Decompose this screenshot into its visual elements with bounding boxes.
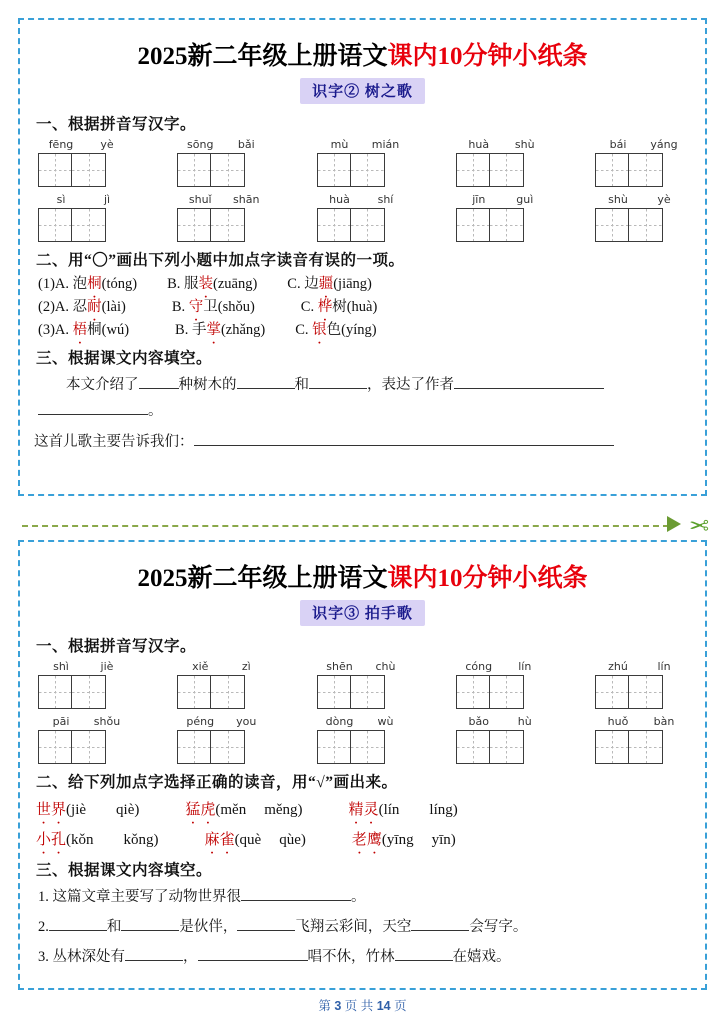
final-question-1 [34, 430, 691, 451]
pinyin-label [456, 193, 548, 207]
tianzige-pair[interactable] [38, 730, 130, 764]
option-tag: A. [54, 299, 70, 315]
pinyin-syllable: lín [657, 660, 671, 673]
tianzige-box[interactable] [456, 153, 490, 187]
option-c[interactable] [301, 297, 378, 317]
dotted-char: 界 [51, 802, 67, 818]
blank-field[interactable] [198, 960, 308, 961]
tianzige-pair[interactable] [177, 730, 269, 764]
pronunciation-item[interactable] [36, 828, 159, 852]
pinyin-syllable: shēn [326, 660, 353, 673]
question-number: (2) [38, 299, 55, 315]
choice-question-3 [38, 320, 691, 340]
pinyin-option-2[interactable]: yīn) [431, 832, 456, 848]
word-prefix: 猛 [185, 802, 201, 818]
question-number: (1) [38, 276, 55, 292]
tianzige-pair[interactable] [595, 675, 687, 709]
blank-field[interactable] [395, 960, 453, 961]
lesson-chip-1: 识字② 树之歌 [300, 78, 425, 104]
fill-text: 2. [38, 919, 49, 935]
fill-text: ，表达了作者 [367, 377, 454, 393]
fill-text: 种树木的 [178, 377, 237, 393]
pinyin-syllable: bǎo [468, 715, 489, 728]
tianzige-box[interactable] [211, 675, 245, 709]
word-cell [317, 138, 409, 187]
lesson-banner-1 [34, 78, 691, 104]
pinyin-syllable: shǒu [93, 715, 121, 728]
footer-prefix: 第 [318, 999, 335, 1013]
option-tag: C. [287, 276, 301, 292]
dotted-char: 梧 [72, 322, 88, 338]
pinyin-label [177, 660, 269, 674]
fill-text: 在嬉戏。 [452, 949, 511, 965]
option-tag: A. [54, 276, 70, 292]
pinyin-option-1[interactable]: (lín [378, 802, 400, 818]
tianzige-box[interactable] [629, 675, 663, 709]
pinyin-syllable: bàn [653, 715, 675, 728]
word-cell [38, 660, 130, 709]
pinyin-label [317, 193, 409, 207]
section-1-heading-1: 一、根据拼音写汉字。 [36, 116, 197, 133]
tianzige-box[interactable] [211, 208, 245, 242]
pinyin-syllable: huǒ [607, 715, 629, 728]
pinyin-syllable: zì [241, 660, 251, 673]
pinyin-option-1[interactable]: (què [234, 832, 262, 848]
word-cell [177, 193, 269, 242]
word-cell [38, 715, 130, 764]
pinyin-syllable: shù [514, 138, 535, 151]
word-cell [456, 193, 548, 242]
dotted-char: 装 [198, 276, 214, 292]
section-3-heading-2: 三、根据课文内容填空。 [36, 862, 213, 879]
pinyin-label [595, 138, 687, 152]
worksheet-sheet-1 [18, 18, 707, 496]
fill-text: 和 [294, 377, 309, 393]
pinyin-label [317, 715, 409, 729]
fill-blank-paragraph-1 [38, 372, 691, 424]
option-pinyin: (tóng) [101, 276, 138, 292]
scissors-icon: ✂ [688, 514, 709, 540]
blank-field[interactable] [38, 414, 148, 415]
option-tag: B. [171, 299, 186, 315]
title-black-1: 2025新二年级上册语文 [137, 43, 388, 70]
fill-text: 。 [148, 403, 163, 419]
option-tag: C. [300, 299, 315, 315]
pinyin-option-1[interactable]: (kǒn [66, 832, 94, 848]
tianzige-pair[interactable] [317, 675, 409, 709]
tianzige-box[interactable] [72, 730, 106, 764]
tianzige-box[interactable] [351, 730, 385, 764]
tianzige-pair[interactable] [595, 730, 687, 764]
pronunciation-item[interactable] [349, 798, 458, 822]
option-c[interactable] [287, 274, 372, 294]
footer-mid: 页 共 [341, 999, 377, 1013]
word-prefix: 麻 [204, 832, 220, 848]
dotted-char: 耐 [87, 299, 102, 315]
dotted-char: 虎 [200, 802, 216, 818]
pinyin-syllable: shí [377, 193, 394, 206]
pinyin-syllable: mián [371, 138, 400, 151]
section-2-heading-1: 二、用“〇”画出下列小题中加点字读音有误的一项。 [36, 252, 405, 269]
tianzige-box[interactable] [317, 675, 351, 709]
dotted-char: 灵 [363, 802, 379, 818]
fill-line-1 [38, 884, 691, 910]
word-cell [317, 715, 409, 764]
tianzige-pair[interactable] [38, 675, 130, 709]
blank-field[interactable] [49, 930, 107, 931]
tianzige-box[interactable] [629, 153, 663, 187]
pinyin-syllable: shì [53, 660, 69, 673]
option-pinyin: (zuāng) [213, 276, 258, 292]
word-cell [317, 193, 409, 242]
option-tag: A. [54, 322, 70, 338]
pronunciation-row-1 [36, 798, 691, 822]
tianzige-pair[interactable] [456, 208, 548, 242]
cut-divider [0, 514, 725, 540]
word-cell [177, 660, 269, 709]
word-cell [317, 660, 409, 709]
pinyin-syllable: shù [608, 193, 628, 206]
fill-text: 3. 丛林深处有 [38, 949, 125, 965]
word-cell [595, 193, 687, 242]
pinyin-syllable: shān [233, 193, 260, 206]
tianzige-pair[interactable] [456, 675, 548, 709]
blank-field[interactable] [241, 900, 351, 901]
tianzige-box[interactable] [456, 675, 490, 709]
tianzige-box[interactable] [177, 675, 211, 709]
pinyin-syllable: yè [100, 138, 114, 151]
pronunciation-item[interactable] [205, 828, 306, 852]
pinyin-syllable: péng [186, 715, 215, 728]
page-footer [0, 996, 725, 1014]
pinyin-label [317, 660, 409, 674]
blank-field[interactable] [121, 930, 179, 931]
option-tag: C. [295, 322, 309, 338]
dotted-char: 孔 [51, 832, 67, 848]
tianzige-box[interactable] [629, 730, 663, 764]
option-a[interactable] [55, 274, 137, 294]
pronunciation-item[interactable] [185, 798, 302, 822]
worksheet-sheet-2 [18, 540, 707, 990]
pinyin-option-2[interactable]: měng) [264, 802, 303, 818]
blank-field[interactable] [411, 930, 469, 931]
tianzige-box[interactable] [595, 675, 629, 709]
tianzige-box[interactable] [595, 730, 629, 764]
pinyin-label [595, 660, 687, 674]
dotted-char: 银 [312, 322, 327, 338]
section-1-heading-2: 一、根据拼音写汉字。 [36, 638, 197, 655]
option-b[interactable] [167, 274, 257, 294]
option-b[interactable] [172, 297, 255, 317]
tianzige-pair[interactable] [177, 675, 269, 709]
word-cell [177, 715, 269, 764]
pinyin-syllable: jiè [100, 660, 114, 673]
pinyin-label [38, 715, 130, 729]
tianzige-box[interactable] [38, 730, 72, 764]
pinyin-syllable: huà [329, 193, 350, 206]
title-red-2: 课内10分钟小纸条 [387, 565, 588, 592]
dotted-char: 雀 [219, 832, 235, 848]
tianzige-box[interactable] [351, 153, 385, 187]
pinyin-syllable: lín [518, 660, 532, 673]
word-cell [456, 138, 548, 187]
pinyin-label [177, 138, 269, 152]
option-text: 手 [191, 322, 207, 338]
pinyin-syllable: mù [330, 138, 349, 151]
tianzige-box[interactable] [351, 675, 385, 709]
pinyin-syllable: dòng [325, 715, 354, 728]
pinyin-grid-row-2a [34, 660, 691, 709]
dotted-char: 桦 [317, 299, 333, 315]
pinyin-label [595, 715, 687, 729]
lesson-banner-2 [34, 600, 691, 626]
option-c[interactable] [295, 320, 376, 340]
pinyin-syllable: chù [375, 660, 396, 673]
word-cell [177, 138, 269, 187]
option-pinyin: (lài) [101, 299, 126, 315]
page-title-2 [34, 558, 691, 594]
tianzige-pair[interactable] [317, 208, 409, 242]
tianzige-box[interactable] [317, 153, 351, 187]
pinyin-syllable: bǎi [237, 138, 255, 151]
tianzige-box[interactable] [490, 208, 524, 242]
pronunciation-item[interactable] [352, 828, 456, 852]
pinyin-label [595, 193, 687, 207]
pinyin-syllable: sōng [187, 138, 214, 151]
word-cell [595, 660, 687, 709]
tianzige-box[interactable] [629, 208, 663, 242]
option-pinyin: 树(huà) [332, 299, 378, 315]
tianzige-box[interactable] [317, 730, 351, 764]
pinyin-option-2[interactable]: líng) [429, 802, 458, 818]
word-cell [456, 660, 548, 709]
fill-text: 是伙伴， [179, 919, 238, 935]
blank-field[interactable] [194, 445, 614, 446]
footer-total-pages: 14 [376, 999, 391, 1013]
tianzige-box[interactable] [490, 675, 524, 709]
tianzige-pair[interactable] [177, 153, 269, 187]
tianzige-box[interactable] [177, 208, 211, 242]
fill-text: 飞翔云彩间，天空 [295, 919, 412, 935]
option-tag: B. [167, 276, 181, 292]
tianzige-box[interactable] [177, 730, 211, 764]
tianzige-box[interactable] [351, 208, 385, 242]
tianzige-pair[interactable] [317, 730, 409, 764]
option-a[interactable] [55, 297, 126, 317]
pinyin-label [456, 715, 548, 729]
tianzige-box[interactable] [177, 153, 211, 187]
tianzige-pair[interactable] [456, 730, 548, 764]
question-number: (3) [38, 322, 55, 338]
option-pinyin: (zhǎng) [220, 322, 266, 338]
fill-text: 本文介绍了 [66, 377, 139, 393]
fill-text: 唱不休，竹林 [307, 949, 395, 965]
pinyin-syllable: shuǐ [188, 193, 212, 206]
pinyin-label [177, 193, 269, 207]
option-text: 服 [184, 276, 199, 292]
fill-line-3 [38, 944, 691, 970]
pinyin-syllable: wù [377, 715, 394, 728]
blank-field[interactable] [454, 388, 604, 389]
dotted-char: 鹰 [366, 832, 382, 848]
page-title-1 [34, 36, 691, 72]
fill-line-2 [38, 914, 691, 940]
fill-text: 和 [106, 919, 122, 935]
word-prefix: 老 [351, 832, 367, 848]
tianzige-pair[interactable] [177, 208, 269, 242]
pinyin-syllable: jì [103, 193, 111, 206]
section-3-heading-1: 三、根据课文内容填空。 [36, 350, 213, 367]
dotted-char: 桐 [87, 276, 102, 292]
pinyin-option-2[interactable]: kǒng) [123, 832, 159, 848]
pinyin-option-2[interactable]: qiè) [116, 802, 140, 818]
word-cell [595, 138, 687, 187]
choice-question-2 [38, 297, 691, 317]
word-cell [595, 715, 687, 764]
tianzige-box[interactable] [38, 153, 72, 187]
blank-field[interactable] [125, 960, 183, 961]
pinyin-option-2[interactable]: qùe) [279, 832, 306, 848]
option-b[interactable] [175, 320, 265, 340]
fill-text: 。 [351, 889, 366, 905]
pinyin-syllable: yè [657, 193, 671, 206]
option-text: 边 [304, 276, 319, 292]
pinyin-option-1[interactable]: (jiè [66, 802, 87, 818]
pinyin-syllable: guì [516, 193, 534, 206]
final-question-text: 这首儿歌主要告诉我们： [34, 434, 194, 450]
word-prefix: 世 [36, 802, 52, 818]
option-tag: B. [175, 322, 189, 338]
tianzige-box[interactable] [211, 153, 245, 187]
tianzige-box[interactable] [72, 675, 106, 709]
tianzige-box[interactable] [72, 153, 106, 187]
dotted-char: 守 [188, 299, 204, 315]
fill-text: 会写字。 [469, 919, 528, 935]
choice-question-1 [38, 274, 691, 294]
tianzige-box[interactable] [595, 208, 629, 242]
dotted-char: 掌 [206, 322, 221, 338]
pronunciation-item[interactable] [36, 798, 139, 822]
tianzige-box[interactable] [38, 208, 72, 242]
tianzige-box[interactable] [595, 153, 629, 187]
pinyin-syllable: xiě [192, 660, 209, 673]
pinyin-label [38, 138, 130, 152]
cut-dashed-line [22, 525, 669, 527]
pronunciation-row-2 [36, 828, 691, 852]
tianzige-box[interactable] [490, 153, 524, 187]
pinyin-syllable: you [236, 715, 257, 728]
tianzige-pair[interactable] [38, 208, 130, 242]
pinyin-syllable: hù [517, 715, 532, 728]
pinyin-grid-row-1b [34, 193, 691, 242]
option-pinyin: 卫(shǒu) [203, 299, 255, 315]
pinyin-syllable: pāi [52, 715, 70, 728]
option-text: 泡 [72, 276, 88, 292]
option-pinyin: 色(yíng) [326, 322, 377, 338]
tianzige-pair[interactable] [38, 153, 130, 187]
lesson-chip-2: 识字③ 拍手歌 [300, 600, 425, 626]
tianzige-pair[interactable] [595, 208, 687, 242]
blank-field[interactable] [237, 930, 295, 931]
title-black-2: 2025新二年级上册语文 [137, 565, 388, 592]
word-prefix: 精 [348, 802, 364, 818]
tianzige-box[interactable] [456, 730, 490, 764]
tianzige-box[interactable] [490, 730, 524, 764]
tianzige-box[interactable] [72, 208, 106, 242]
tianzige-pair[interactable] [456, 153, 548, 187]
footer-suffix: 页 [390, 999, 407, 1013]
pinyin-label [38, 660, 130, 674]
pinyin-option-1[interactable]: (měn [215, 802, 247, 818]
blank-field[interactable] [309, 388, 367, 389]
tianzige-box[interactable] [211, 730, 245, 764]
blank-field[interactable] [139, 388, 179, 389]
pinyin-syllable: bái [609, 138, 627, 151]
pinyin-syllable: sì [56, 193, 66, 206]
blank-field[interactable] [237, 388, 295, 389]
pinyin-label [38, 193, 130, 207]
tianzige-box[interactable] [317, 208, 351, 242]
option-text: 忍 [72, 299, 88, 315]
option-pinyin: 桐(wú) [87, 322, 130, 338]
option-pinyin: (jiāng) [333, 276, 372, 292]
tianzige-pair[interactable] [595, 153, 687, 187]
fill-text: ， [183, 949, 198, 965]
cut-arrow-icon [667, 516, 681, 532]
pinyin-label [317, 138, 409, 152]
word-cell [456, 715, 548, 764]
pinyin-label [177, 715, 269, 729]
pinyin-grid-row-2b [34, 715, 691, 764]
pinyin-label [456, 660, 548, 674]
word-prefix: 小 [36, 832, 52, 848]
fill-text: 1. 这篇文章主要写了动物世界很 [38, 889, 241, 905]
word-cell [38, 193, 130, 242]
word-cell [38, 138, 130, 187]
tianzige-pair[interactable] [317, 153, 409, 187]
footer-current-page: 3 [334, 999, 342, 1013]
pinyin-grid-row-1a [34, 138, 691, 187]
pinyin-syllable: huà [468, 138, 490, 151]
pinyin-label [456, 138, 548, 152]
pinyin-option-1[interactable]: (yīng [381, 832, 414, 848]
tianzige-box[interactable] [38, 675, 72, 709]
title-red-1: 课内10分钟小纸条 [387, 43, 588, 70]
pinyin-syllable: zhú [608, 660, 628, 673]
pinyin-syllable: cóng [465, 660, 493, 673]
pinyin-syllable: jīn [472, 193, 486, 206]
pinyin-syllable: yáng [650, 138, 678, 151]
section-2-heading-2: 二、给下列加点字选择正确的读音，用“√”画出来。 [36, 774, 398, 791]
pinyin-syllable: fēng [48, 138, 74, 151]
tianzige-box[interactable] [456, 208, 490, 242]
dotted-char: 疆 [318, 276, 334, 292]
